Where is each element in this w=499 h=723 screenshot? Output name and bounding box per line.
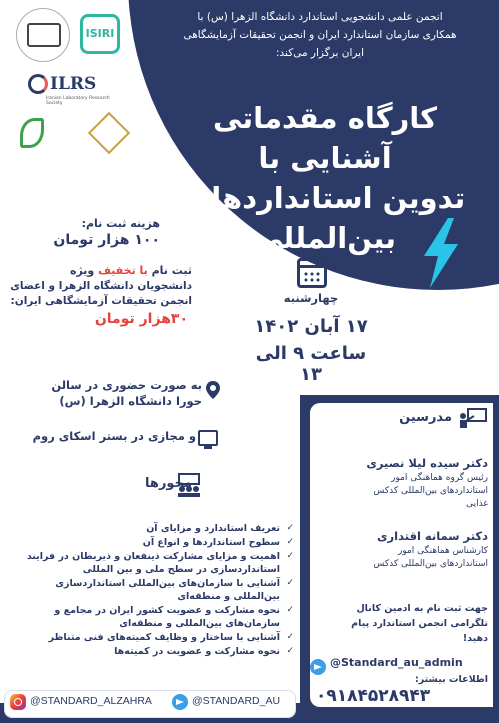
intro-line: همکاری سازمان استاندارد ایران و انجمن تحقیقات آزمایشگاهی [183,29,457,41]
instructor-role: رئیس گروه هماهنگی امور استانداردهای بین‌المللی کدکس غذایی [373,473,488,509]
discount-line: ثبت نام با تخفیف ویژه [69,264,192,277]
telegram-handle[interactable]: @STANDARD_AU [192,695,281,707]
event-day: چهارشنبه [283,291,339,305]
more-info-label: اطلاعات بیشتر: [414,674,488,685]
intro-line: ایران برگزار می‌کند: [275,47,365,59]
topics-list [10,522,294,659]
phone-number[interactable]: ۰۹۱۸۴۵۲۸۹۴۳ [316,686,431,706]
discount-price: ۳۰هزار تومان [94,311,188,327]
event-date: ۱۷ آبان ۱۴۰۲ [254,316,368,337]
intro-line: انجمن علمی دانشجویی استاندارد دانشگاه الزهرا (س) با [197,11,443,23]
event-time: ساعت ۹ الی ۱۳ [255,343,367,385]
title-line: تدوین استانداردهای [184,181,466,215]
registration-instructions: جهت ثبت نام به ادمین کانال تلگرامی انجمن استاندارد پیام دهید! [351,603,488,644]
ilrs-subtitle: Iranian Laboratory Research Society [46,96,110,106]
instagram-icon [10,694,26,710]
discount-eligibility: دانشجویان دانشگاه الزهرا و اعضای انجمن تحقیقات آزمایشگاهی ایران: [10,280,192,307]
telegram-admin-link[interactable]: @Standard_au_admin [330,656,463,669]
ilrs-name: ILRS [50,74,97,94]
discount-highlight: با تخفیف [98,264,148,277]
instructor-name: دکتر سمانه اقتداری [377,529,488,543]
virtual-location: و مجازی در بستر اسکای روم [32,429,196,443]
list-item: ✓ نحوه مشارکت و عضویت در کمیته‌ها [10,645,294,658]
instructors-heading: مدرسین [399,410,452,425]
alzahra-university-logo [8,118,68,170]
location-line: حورا دانشگاه الزهرا (س) [59,394,202,408]
certification-logo [16,8,70,62]
instructor-role: کارشناس هماهنگی امور استانداردهای بین‌المللی کدکس [373,546,488,569]
monitor-icon [198,430,218,446]
intro-text [150,8,490,62]
list-item: ✓ سطوح استانداردها و انواع آن [10,536,294,549]
fee-label: هزینه ثبت نام: [81,217,160,230]
ilrs-mark-icon [28,74,48,94]
topics-heading: محورها [145,476,192,491]
fee-value: ۱۰۰ هزار تومان [53,232,160,248]
lightning-icon [418,218,462,288]
location-pin-icon [206,381,220,399]
telegram-icon [172,694,188,710]
scientific-association-logo [80,118,140,170]
telegram-icon [310,659,326,675]
list-item: ✓ آشنایی با ساختار و وظایف کمیته‌های فنی متناظر [10,631,294,644]
list-item: ✓ نحوه مشارکت و عضویت کشور ایران در مجامع و سازمان‌های بین‌المللی و منطقه‌ای [10,604,294,630]
list-item: ✓ اهمیت و مزایای مشارکت ذینفعان و ذیربطان در فرایند استانداردسازی در سطح ملی و بین المللی [10,550,294,576]
calendar-icon [297,258,327,288]
title-line: کارگاه مقدماتی آشنایی با [212,101,438,175]
instructor-name: دکتر سیده لیلا نصیری [366,456,488,470]
instagram-handle[interactable]: @STANDARD_ALZAHRA [30,695,152,707]
location-line: به صورت حضوری در سالن [51,378,202,392]
ilrs-logo [24,70,124,104]
list-item: ✓ تعریف استاندارد و مزایای آن [10,522,294,535]
isiri-logo: ISIRI [80,14,120,54]
list-item: ✓ آشنایی با سازمان‌های بین‌المللی استانداردسازی بین‌المللی و منطقه‌ای [10,577,294,603]
title-line: بین‌المللی [253,221,397,255]
teacher-icon [458,408,488,428]
